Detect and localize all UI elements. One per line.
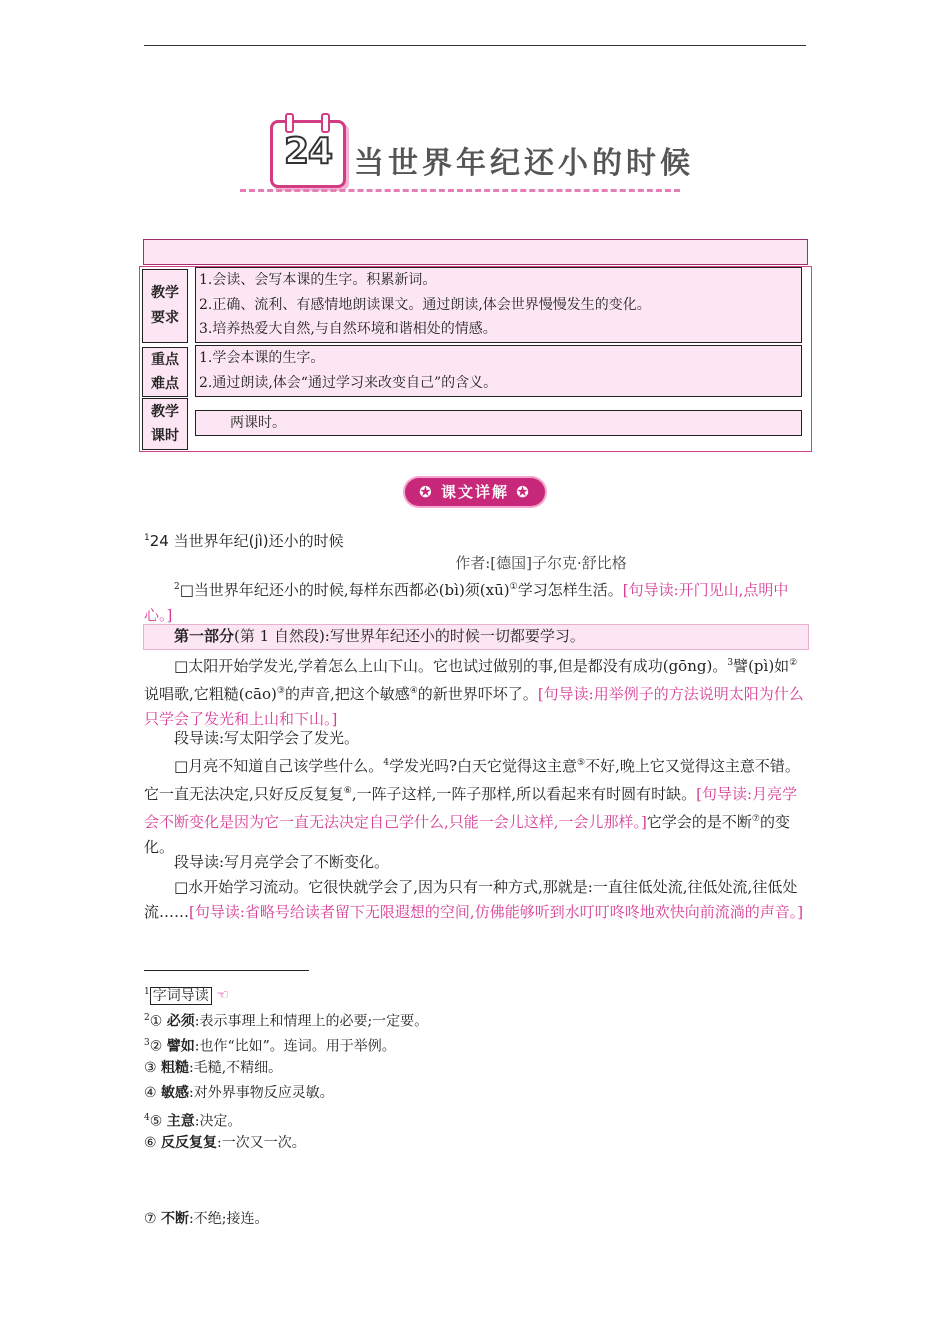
row-label: 教学课时 <box>142 398 188 450</box>
footnote-item: $^2$① 必须:表示事理上和情理上的必要;一定要。 <box>144 1013 429 1030</box>
paragraph-4: □水开始学习流动。它很快就学会了,因为只有一种方式,那就是:一直往低处流,往低处流,往低处流……[句导读:省略号给读者留下无限遐想的空间,仿佛能够听到水叮叮咚咚地欢快向前流淌的声音。] <box>144 878 804 921</box>
star-icon: ✪ <box>516 483 531 501</box>
table-header-bar <box>143 239 808 265</box>
calendar-ring <box>285 113 294 133</box>
requirement-item: 3.培养热爱大自然,与自然环境和谐相处的情感。 <box>199 321 497 337</box>
teaching-plan-table <box>139 266 812 452</box>
footnote-item: ③ 粗糙:毛糙,不精细。 <box>144 1060 283 1076</box>
sentence-guide-note: [句导读:省略号给读者留下无限遐想的空间,仿佛能够听到水叮叮咚咚地欢快向前流淌的声音。] <box>189 903 804 921</box>
segment-guide: 段导读:写月亮学会了不断变化。 <box>174 853 390 871</box>
row-label: 教学要求 <box>142 269 188 343</box>
footnote-item: $^3$② 譬如:也作“比如”。连词。用于举例。 <box>144 1038 396 1055</box>
section-badge-label: 课文详解 <box>440 483 509 501</box>
row-content <box>195 345 802 397</box>
footnote-item: $^4$⑤ 主意:决定。 <box>144 1113 242 1130</box>
lesson-title: 当世界年纪还小的时候 <box>354 146 694 181</box>
row-label: 重点难点 <box>142 347 188 397</box>
sentence-guide-note: [句导读:开门见山,点明中心。] <box>144 581 789 624</box>
class-hours-item: 两课时。 <box>230 415 286 431</box>
row-content <box>195 267 802 343</box>
calendar-ring <box>321 113 330 133</box>
footnote-rule <box>144 970 309 971</box>
sentence-guide-note: [句导读:用举例子的方法说明太阳为什么只学会了发光和上山和下山。] <box>144 685 804 728</box>
paragraph-3: □月亮不知道自己该学些什么。$^4$学发光吗?白天它觉得这主意⑤不好,晚上它又觉得这主意不错。它一直无法决定,只好反反复复⑥,一阵子这样,一阵子那样,所以看起来有时圆有时缺。[句导读:月亮学会不断变化是因为它一直无法决定自己学什么,只能一会儿这样,一会儿那样。]它学会的是不断⑦的变化。 <box>144 757 800 856</box>
top-rule <box>144 45 806 46</box>
part-summary: 第一部分(第 1 自然段):写世界年纪还小的时候一切都要学习。 <box>174 627 585 645</box>
segment-guide: 段导读:写太阳学会了发光。 <box>174 729 360 747</box>
paragraph-2: □太阳开始学发光,学着怎么上山下山。它也试过做别的事,但是都没有成功(gōng)。$^3$譬(pì)如②说唱歌,它粗糙(cāo)③的声音,把这个敏感④的新世界吓坏了。[句导读:用举例子的方法说明太阳为什么只学会了发光和上山和下山。] <box>144 657 804 728</box>
key-point-item: 2.通过朗读,体会“通过学习来改变自己”的含义。 <box>199 374 498 391</box>
requirement-item: 1.会读、会写本课的生字。积累新词。 <box>199 272 437 288</box>
footnote-item: ⑥ 反反复复:一次又一次。 <box>144 1135 306 1151</box>
key-point-item: 1.学会本课的生字。 <box>199 350 325 366</box>
row-content <box>195 410 802 436</box>
footnote-item: ④ 敏感:对外界事物反应灵敏。 <box>144 1085 334 1101</box>
lesson-number: 24 <box>283 131 333 172</box>
banner-dash-divider <box>240 189 680 192</box>
pointing-hand-icon: ☜ <box>216 987 229 1004</box>
calendar-icon <box>270 120 346 188</box>
paragraph-1: $^2$□当世界年纪还小的时候,每样东西都必(bì)须(xū)①学习怎样生活。[句导读:开门见山,点明中心。] <box>144 581 789 624</box>
star-icon: ✪ <box>419 483 434 501</box>
sentence-guide-note: [句导读:月亮学会不断变化是因为它一直无法决定自己学什么,只能一会儿这样,一会儿那样。] <box>144 785 798 831</box>
footnote-header: $^1$ 字词导读 ☜ <box>144 987 229 1004</box>
requirement-item: 2.正确、流利、有感情地朗读课文。通过朗读,体会世界慢慢发生的变化。 <box>199 296 651 313</box>
footnote-item: ⑦ 不断:不绝;接连。 <box>144 1211 269 1227</box>
section-badge <box>405 478 545 506</box>
author-line: 作者:[德国]子尔克·舒比格 <box>455 554 627 572</box>
text-heading: $^1$24 当世界年纪(jì)还小的时候 <box>144 532 344 550</box>
